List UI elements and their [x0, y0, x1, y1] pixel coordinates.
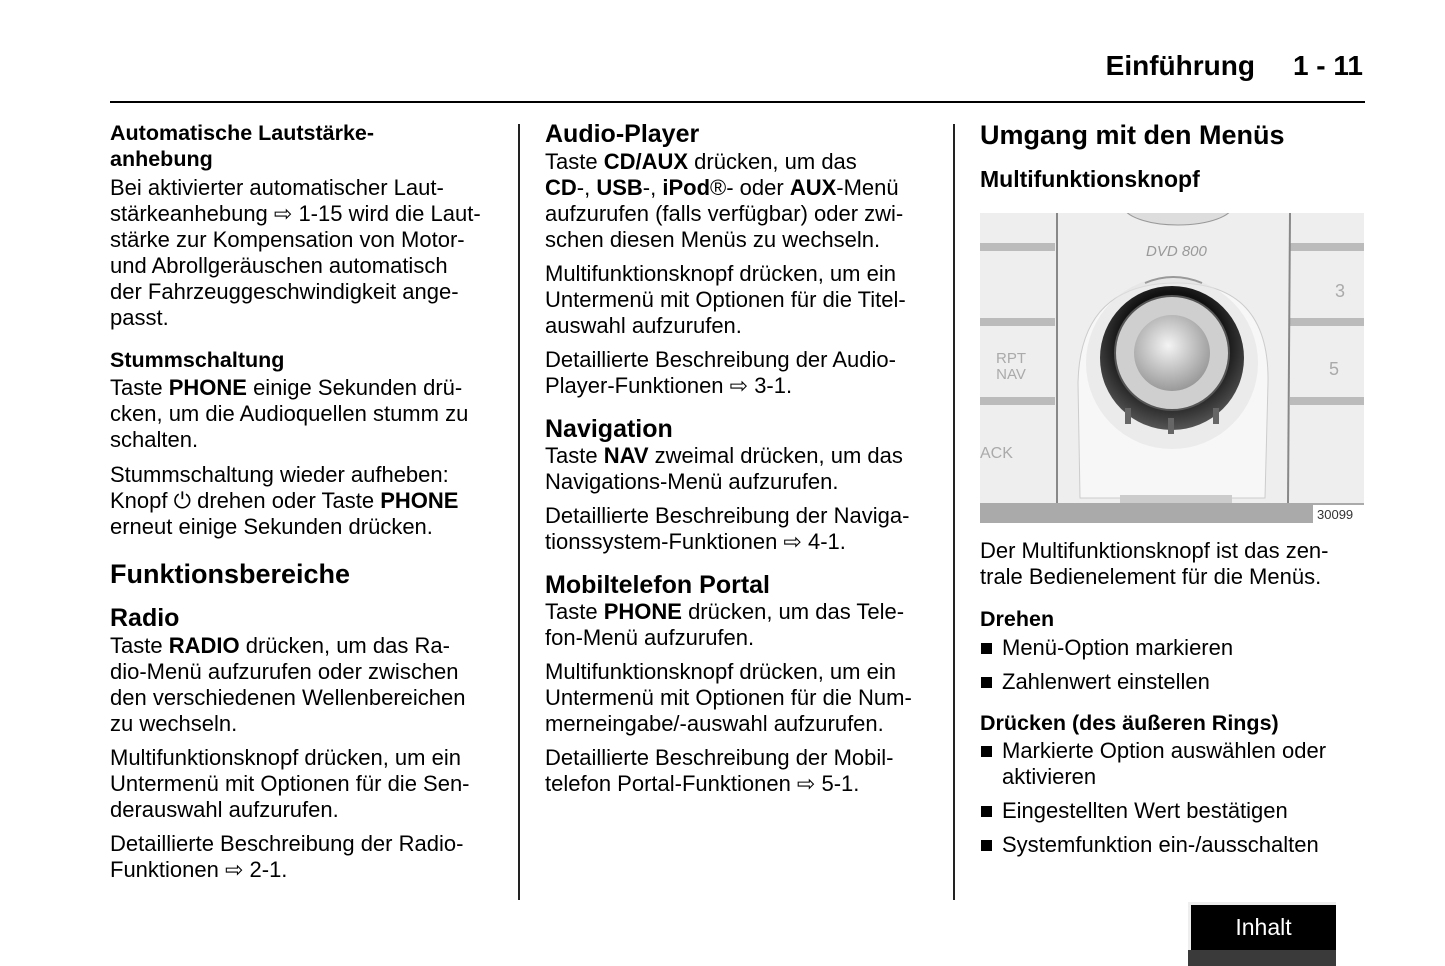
text-run: Taste: [545, 149, 604, 174]
paragraph-nav-1: [545, 443, 903, 495]
text-run: schalten.: [110, 427, 199, 452]
column-divider: [953, 124, 955, 900]
text-run: aufzurufen (falls verfügbar) oder zwi-: [545, 201, 904, 226]
paragraph-phone-1: [545, 599, 904, 651]
text-run: dio-Menü aufzurufen oder zwischen: [110, 659, 459, 684]
text-line: [110, 857, 463, 883]
text-line: [980, 564, 1329, 590]
text-line: [110, 227, 481, 253]
text-line: [545, 685, 912, 711]
figure-button-3: 3: [1335, 281, 1346, 301]
text-line: [545, 313, 906, 339]
text-run: Taste: [545, 599, 604, 624]
heading-phone-portal: Mobiltelefon Portal: [545, 571, 770, 599]
text-line: [110, 175, 481, 201]
list-item: [980, 738, 1326, 790]
text-line: [110, 427, 468, 453]
paragraph-radio-3: [110, 831, 463, 883]
bold-term: iPod: [662, 175, 711, 200]
text-run: schen diesen Menüs zu wechseln.: [545, 227, 881, 252]
figure-button-5: 5: [1329, 359, 1340, 379]
heading-audio-player: Audio-Player: [545, 120, 700, 148]
text-run: den verschiedenen Wellenbereichen: [110, 685, 466, 710]
text-run: erneut einige Sekunden drücken.: [110, 514, 433, 539]
text-line: [545, 771, 894, 797]
list-item: [980, 832, 1319, 858]
text-line: [110, 253, 481, 279]
heading-menus: Umgang mit den Menüs: [980, 120, 1285, 150]
text-run: Untermenü mit Optionen für die Num-: [545, 685, 912, 710]
text-run: Player-Funktionen ⇨ 3-1.: [545, 373, 793, 398]
text-line: [110, 745, 470, 771]
paragraph-phone-3: [545, 745, 894, 797]
text-run: -Menü: [836, 175, 899, 200]
bold-term: USB: [596, 175, 643, 200]
text-line: [110, 201, 481, 227]
bold-term: CD: [545, 175, 577, 200]
text-line: [545, 347, 896, 373]
heading-navigation: Navigation: [545, 415, 673, 443]
text-run: anhebung: [110, 147, 213, 171]
text-run: zu wechseln.: [110, 711, 238, 736]
list-item: Zahlenwert einstellen: [980, 669, 1210, 695]
paragraph-audio-2: [545, 261, 906, 339]
heading-mute: Stummschaltung: [110, 348, 285, 372]
heading-turn: Drehen: [980, 607, 1055, 631]
text-line: [545, 261, 906, 287]
text-line: [980, 538, 1329, 564]
text-line: [110, 711, 466, 737]
text-run: fon-Menü aufzurufen.: [545, 625, 755, 650]
contents-button-label: Inhalt: [1188, 902, 1336, 950]
text-line: [545, 443, 903, 469]
text-run: derauswahl aufzurufen.: [110, 797, 339, 822]
text-line: [110, 375, 468, 401]
paragraph-unmute: [110, 462, 458, 540]
section-title: Einführung: [1105, 50, 1255, 81]
text-line: [110, 401, 468, 427]
text-run: Taste: [545, 443, 604, 468]
text-run: passt.: [110, 305, 169, 330]
paragraph-auto-volume: [110, 175, 481, 331]
text-line: [545, 373, 896, 399]
figure-button-back: ACK: [980, 445, 1013, 462]
text-run: und Abrollgeräuschen automatisch: [110, 253, 448, 278]
text-line: [545, 625, 904, 651]
text-run: Multifunktionsknopf drücken, um ein: [110, 745, 461, 770]
text-run: merneingabe/-auswahl aufzurufen.: [545, 711, 884, 736]
paragraph-radio-2: [110, 745, 470, 823]
text-run: drücken, um das: [688, 149, 857, 174]
column-divider: [518, 124, 520, 900]
text-run: Eingestellten Wert bestätigen: [1002, 798, 1288, 823]
text-run: Navigations-Menü aufzurufen.: [545, 469, 839, 494]
text-line: [1002, 832, 1319, 858]
paragraph-knob: [980, 538, 1329, 590]
text-run: stärke zur Kompensation von Motor-: [110, 227, 465, 252]
page-header: [1106, 50, 1363, 82]
text-line: [545, 745, 894, 771]
paragraph-mute: [110, 375, 468, 453]
bold-term: AUX: [789, 175, 837, 200]
text-run: Untermenü mit Optionen für die Titel-: [545, 287, 906, 312]
heading-functions: Funktionsbereiche: [110, 559, 351, 589]
paragraph-audio-1: [545, 149, 903, 253]
text-line: [545, 503, 909, 529]
text-line: [545, 659, 912, 685]
text-line: [110, 305, 481, 331]
text-line: [545, 287, 906, 313]
text-run: zweimal drücken, um das: [648, 443, 903, 468]
bold-term: PHONE: [603, 599, 682, 624]
text-run: Markierte Option auswählen oder: [1002, 738, 1327, 763]
text-line: [110, 279, 481, 305]
text-run: ®- oder: [710, 175, 790, 200]
text-run: aktivieren: [1002, 764, 1097, 789]
figure-number: 30099: [1317, 507, 1354, 522]
text-line: [545, 599, 904, 625]
list-item: [980, 798, 1288, 824]
heading-auto-volume: [110, 120, 374, 172]
bold-term: RADIO: [168, 633, 240, 658]
text-run: Taste: [110, 375, 169, 400]
text-run: Multifunktionsknopf drücken, um ein: [545, 261, 896, 286]
text-line: [110, 771, 470, 797]
text-run: cken, um die Audioquellen stumm zu: [110, 401, 469, 426]
text-run: Detaillierte Beschreibung der Mobil-: [545, 745, 894, 770]
text-line: [110, 462, 458, 488]
text-run: der Fahrzeuggeschwindigkeit ange-: [110, 279, 459, 304]
text-run: Detaillierte Beschreibung der Audio-: [545, 347, 896, 372]
figure-model-label: DVD 800: [1146, 243, 1207, 260]
text-run: Der Multifunktionsknopf ist das zen-: [980, 538, 1329, 563]
bold-term: CD/AUX: [603, 149, 689, 174]
text-run: telefon Portal-Funktionen ⇨ 5-1.: [545, 771, 860, 796]
page-number: 1 - 11: [1292, 50, 1363, 81]
text-line: [545, 149, 903, 175]
text-line: [110, 120, 374, 146]
text-line: [545, 469, 903, 495]
text-line: [1002, 798, 1288, 824]
paragraph-audio-3: [545, 347, 896, 399]
bold-term: PHONE: [380, 488, 459, 513]
text-run: Detaillierte Beschreibung der Naviga-: [545, 503, 910, 528]
text-line: [110, 514, 458, 540]
text-run: drücken, um das Tele-: [681, 599, 905, 624]
text-line: [110, 488, 458, 514]
text-line: [110, 831, 463, 857]
bold-term: NAV: [603, 443, 649, 468]
list-item: Menü-Option markieren: [980, 635, 1233, 661]
text-line: [545, 529, 909, 555]
text-run: stärkeanhebung ⇨ 1-15 wird die Laut-: [110, 201, 481, 226]
header-rule: [110, 101, 1365, 103]
text-line: [545, 201, 903, 227]
text-run: Untermenü mit Optionen für die Sen-: [110, 771, 470, 796]
text-run: einige Sekunden drü-: [246, 375, 463, 400]
text-line: [110, 685, 466, 711]
figure-button-nav: NAV: [996, 366, 1026, 383]
bold-term: PHONE: [168, 375, 247, 400]
paragraph-radio-1: [110, 633, 466, 737]
contents-button[interactable]: [1188, 902, 1336, 966]
paragraph-nav-2: [545, 503, 909, 555]
text-line: [110, 146, 374, 172]
text-run: Automatische Lautstärke-: [110, 121, 375, 145]
text-run: -,: [576, 175, 597, 200]
text-line: [110, 659, 466, 685]
text-line: [1002, 764, 1326, 790]
text-run: Systemfunktion ein-/ausschalten: [1002, 832, 1319, 857]
text-run: auswahl aufzurufen.: [545, 313, 742, 338]
heading-radio: Radio: [110, 604, 180, 632]
heading-press: Drücken (des äußeren Rings): [980, 711, 1279, 735]
text-line: [1002, 738, 1326, 764]
multifunction-knob-figure: [980, 213, 1364, 523]
text-line: [545, 175, 903, 201]
text-run: trale Bedienelement für die Menüs.: [980, 564, 1322, 589]
text-run: Multifunktionsknopf drücken, um ein: [545, 659, 896, 684]
figure-button-rpt: RPT: [996, 350, 1026, 367]
text-run: tionssystem-Funktionen ⇨ 4-1.: [545, 529, 846, 554]
text-run: Taste: [110, 633, 169, 658]
text-line: [110, 633, 466, 659]
text-line: [110, 797, 470, 823]
text-run: Stummschaltung wieder aufheben:: [110, 462, 449, 487]
text-line: [545, 227, 903, 253]
text-run: -,: [642, 175, 663, 200]
text-run: Bei aktivierter automatischer Laut-: [110, 175, 444, 200]
text-run: Detaillierte Beschreibung der Radio-: [110, 831, 464, 856]
paragraph-phone-2: [545, 659, 912, 737]
heading-multifunction-knob: Multifunktionsknopf: [980, 166, 1200, 192]
text-line: [545, 711, 912, 737]
text-run: Funktionen ⇨ 2-1.: [110, 857, 288, 882]
text-run: Knopf ⏻ drehen oder Taste: [110, 488, 381, 513]
text-run: drücken, um das Ra-: [239, 633, 450, 658]
